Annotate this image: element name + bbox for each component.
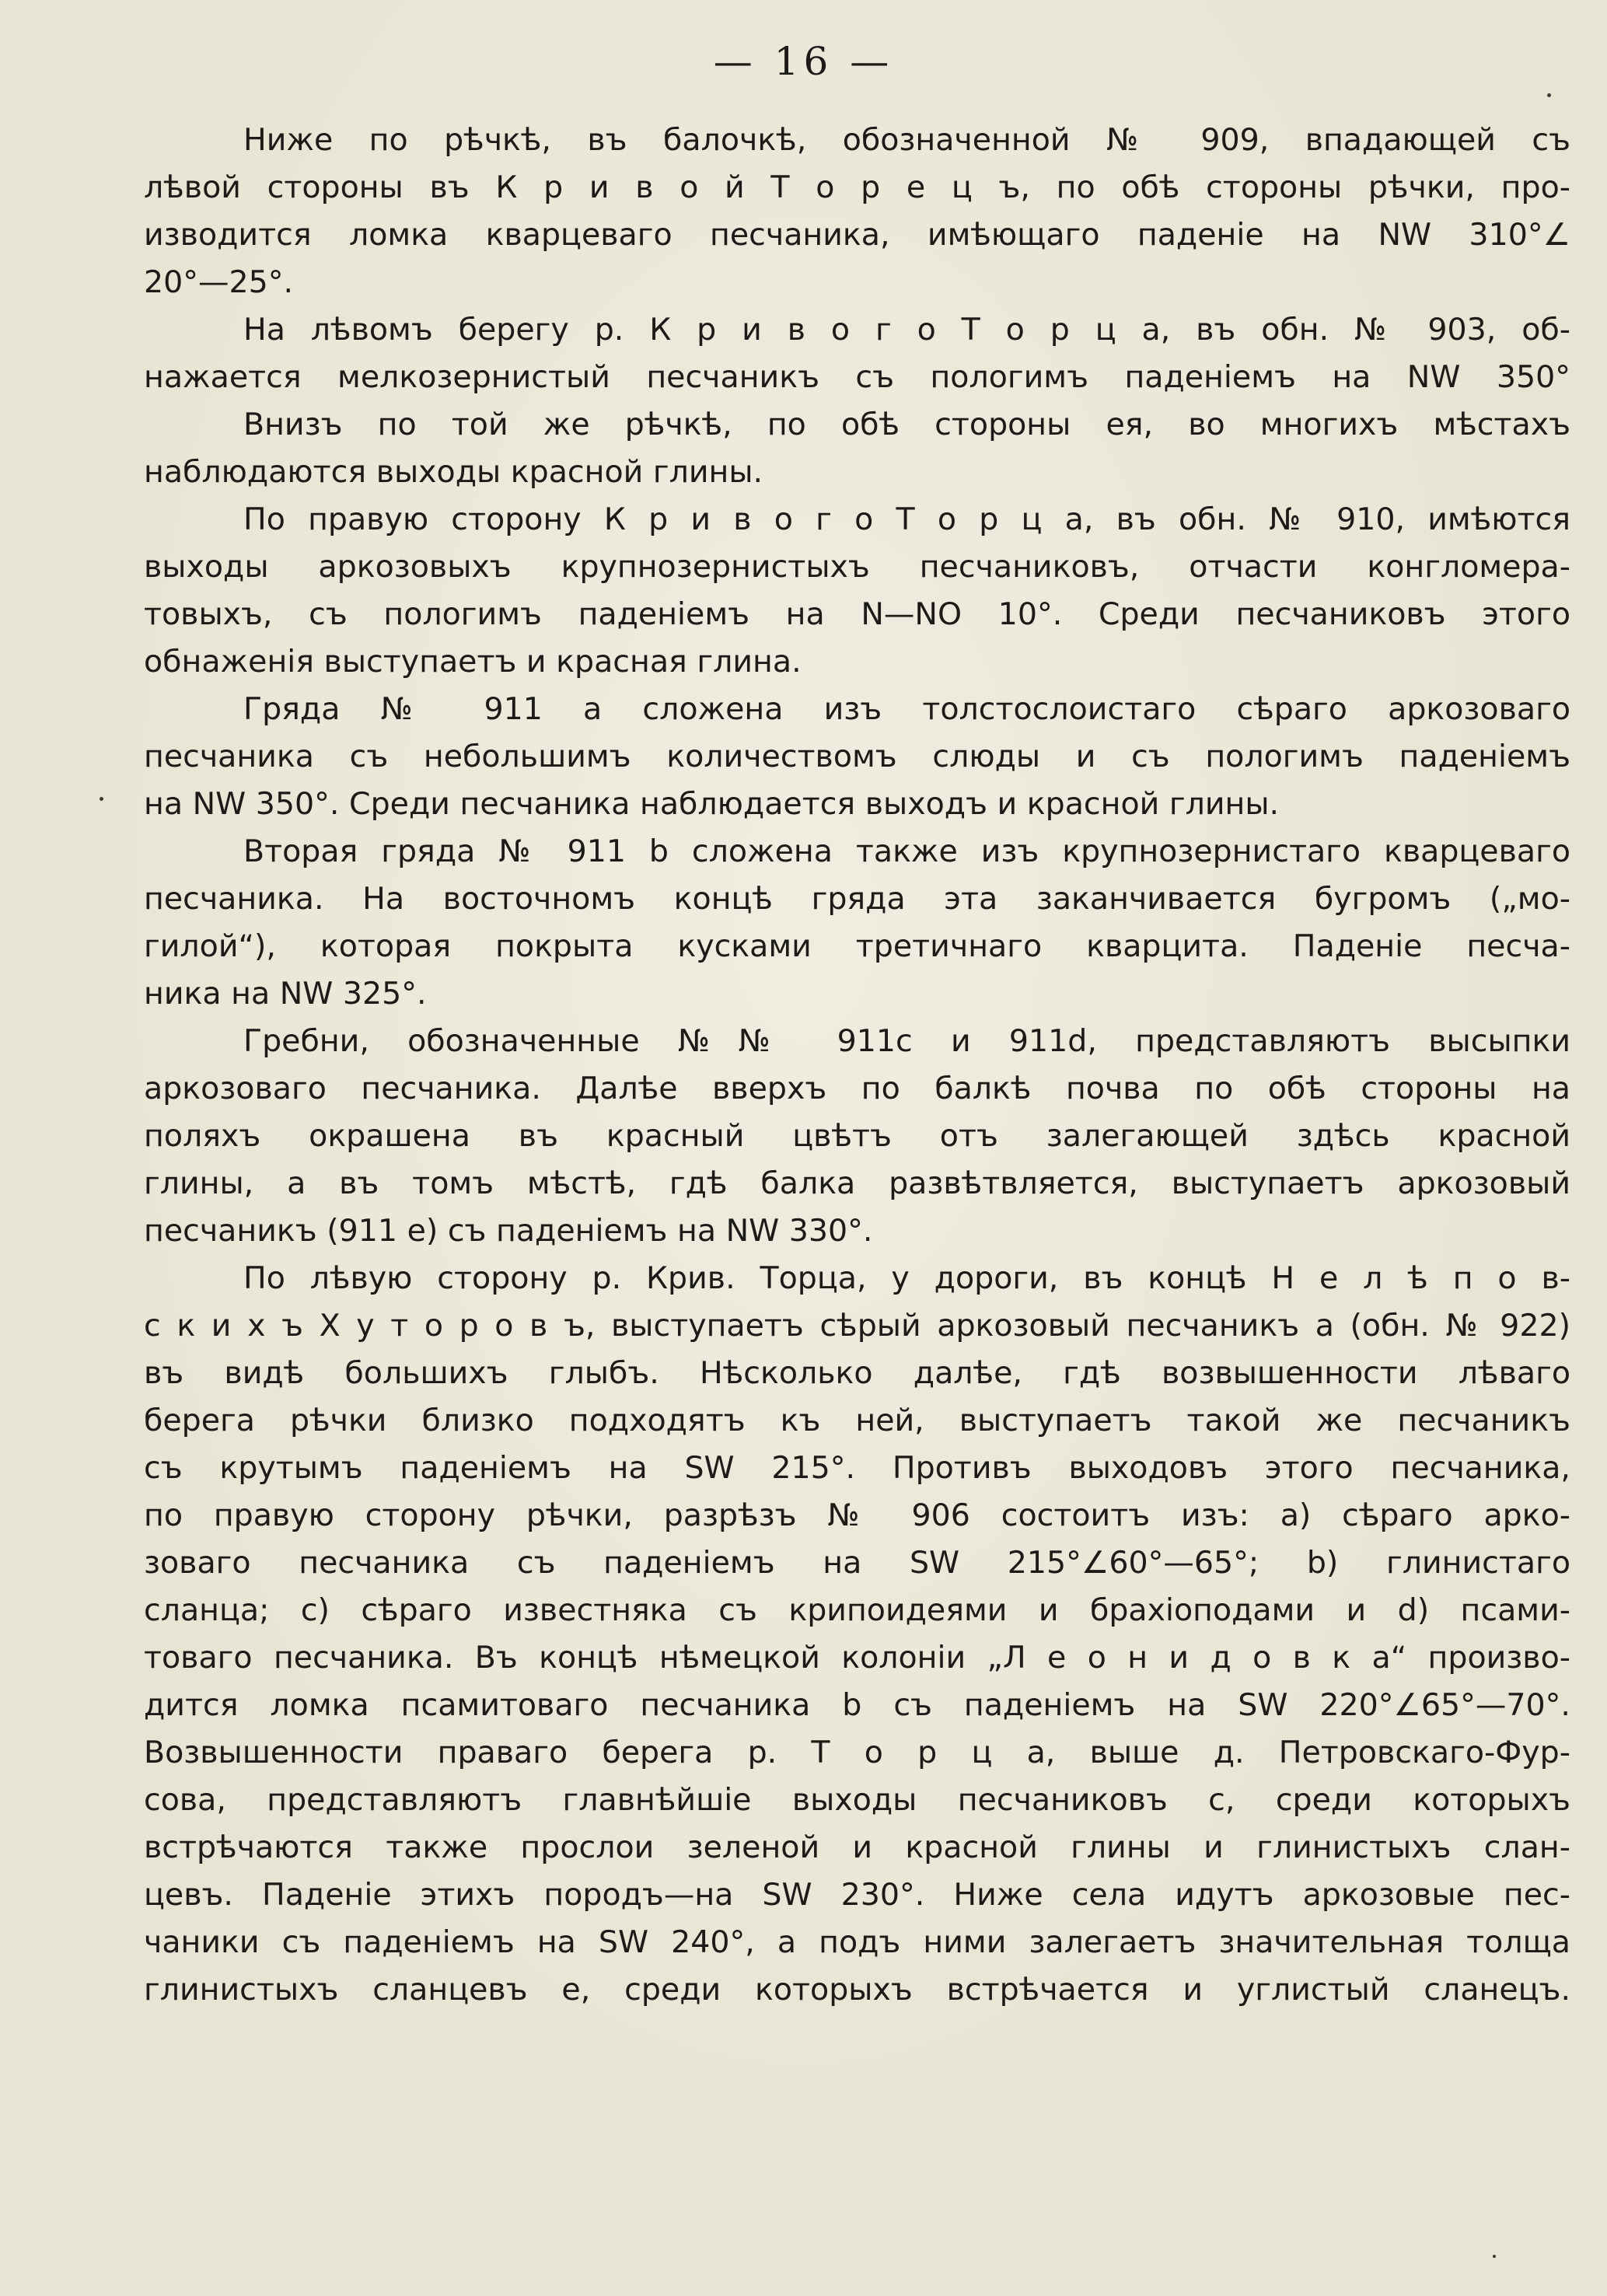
text-line: гилой“), которая покрыта кусками третичнаго кварцита. Паденіе песча- [144,928,1570,964]
text-line: встрѣчаются также прослои зеленой и красной глины и глинистыхъ слан- [144,1829,1570,1865]
text-line: лѣвой стороны въ К р и в о й Т о р е ц ъ, по обѣ стороны рѣчки, про- [144,169,1570,205]
page-number: — 16 — [713,39,894,84]
text-line: песчаникъ (911 е) съ паденіемъ на NW 330°. [144,1213,873,1249]
paragraph [144,306,1570,401]
print-speck [1493,2255,1496,2258]
text-line: По правую сторону К р и в о г о Т о р ц а, въ обн. № 910, имѣются [243,501,1570,537]
text-line: чаники съ паденіемъ на SW 240°, а подъ ними залегаетъ значительная толща [144,1924,1570,1960]
text-line: с к и х ъ Х у т о р о в ъ, выступаетъ сѣрый аркозовый песчаникъ а (обн. № 922) [144,1308,1570,1344]
text-line: наблюдаются выходы красной глины. [144,454,763,490]
text-line: По лѣвую сторону р. Крив. Торца, у дороги, въ концѣ Н е л ѣ п о в- [243,1260,1570,1296]
paragraph [144,828,1570,1018]
text-line: выходы аркозовыхъ крупнозернистыхъ песчаниковъ, отчасти конгломера- [144,549,1570,585]
text-line: съ крутымъ паденіемъ на SW 215°. Противъ выходовъ этого песчаника, [144,1450,1570,1486]
text-line: Внизъ по той же рѣчкѣ, по обѣ стороны ея, во многихъ мѣстахъ [243,407,1570,442]
text-line: глины, а въ томъ мѣстѣ, гдѣ балка развѣтвляется, выступаетъ аркозовый [144,1165,1570,1201]
text-line: товыхъ, съ пологимъ паденіемъ на N—NO 10°. Среди песчаниковъ этого [144,596,1570,632]
text-line: Возвышенности праваго берега р. Т о р ц а, выше д. Петровскаго-Фур- [144,1735,1570,1770]
text-line: изводится ломка кварцеваго песчаника, имѣющаго паденіе на NW 310°∠ [144,217,1570,253]
text-line: песчаника. На восточномъ концѣ гряда эта заканчивается бугромъ („мо- [144,881,1570,917]
text-line: въ видѣ большихъ глыбъ. Нѣсколько далѣе, гдѣ возвышенности лѣваго [144,1355,1570,1391]
text-line: поляхъ окрашена въ красный цвѣтъ отъ залегающей здѣсь красной [144,1118,1570,1154]
text-line: 20°—25°. [144,264,294,300]
text-line: товаго песчаника. Въ концѣ нѣмецкой колоніи „Л е о н и д о в к а“ произво- [144,1640,1570,1676]
print-speck [1547,93,1551,97]
text-line: на NW 350°. Среди песчаника наблюдается выходъ и красной глины. [144,786,1280,822]
paragraph [144,1255,1570,2014]
text-line: зоваго песчаника съ паденіемъ на SW 215°∠60°—65°; b) глинистаго [144,1545,1570,1581]
text-line: ника на NW 325°. [144,976,427,1012]
paragraph [144,496,1570,686]
text-line: На лѣвомъ берегу р. К р и в о г о Т о р ц а, въ обн. № 903, об- [243,312,1570,348]
text-line: глинистыхъ сланцевъ е, среди которыхъ встрѣчается и углистый сланецъ. [144,1972,1570,2008]
paragraph [144,1018,1570,1255]
body-text [144,117,1570,2014]
text-line: берега рѣчки близко подходятъ къ ней, выступаетъ такой же песчаникъ [144,1403,1570,1438]
text-line: сланца; с) сѣраго известняка съ крипоидеями и брахіоподами и d) псами- [144,1592,1570,1628]
paragraph [144,117,1570,306]
text-line: нажается мелкозернистый песчаникъ съ пологимъ паденіемъ на NW 350° [144,359,1570,395]
text-line: по правую сторону рѣчки, разрѣзъ № 906 состоитъ изъ: а) сѣраго арко- [144,1497,1570,1533]
text-line: обнаженія выступаетъ и красная глина. [144,644,802,680]
text-line: Вторая гряда № 911 b сложена также изъ крупнозернистаго кварцеваго [243,833,1570,869]
text-line: сова, представляютъ главнѣйшіе выходы песчаниковъ с, среди которыхъ [144,1782,1570,1818]
text-line: дится ломка псамитоваго песчаника b съ паденіемъ на SW 220°∠65°—70°. [144,1687,1570,1723]
paragraph [144,401,1570,496]
text-line: песчаника съ небольшимъ количествомъ слюды и съ пологимъ паденіемъ [144,739,1570,774]
paragraph [144,686,1570,828]
text-line: Ниже по рѣчкѣ, въ балочкѣ, обозначенной № 909, впадающей съ [243,122,1570,158]
text-line: Гребни, обозначенные №№ 911с и 911d, представляютъ высыпки [243,1023,1570,1059]
text-line: цевъ. Паденіе этихъ породъ—на SW 230°. Ниже села идутъ аркозовые пес- [144,1877,1570,1913]
text-line: Гряда № 911 а сложена изъ толстослоистаго сѣраго аркозоваго [243,691,1570,727]
text-line: аркозоваго песчаника. Далѣе вверхъ по балкѣ почва по обѣ стороны на [144,1071,1570,1106]
print-speck [100,797,103,801]
